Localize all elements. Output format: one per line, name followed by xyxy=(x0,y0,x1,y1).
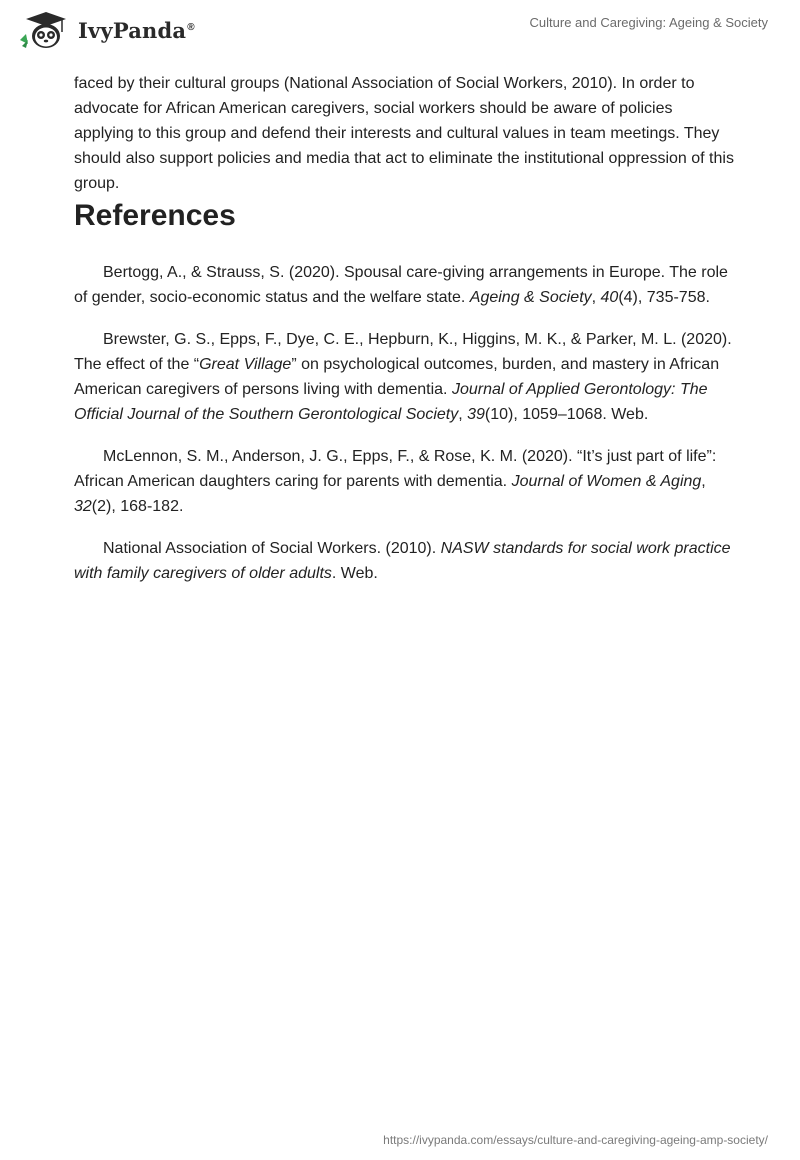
journal-title: Ageing & Society xyxy=(469,289,592,306)
intro-paragraph: faced by their cultural groups (National Association of Social Workers, 2010). In order to advocate for African American caregivers, social workers should be aware of policies applying to this group and defend their interests and cultural values in team meetings. They should also support policies and media that act to eliminate the institutional oppression of this group. xyxy=(74,75,734,192)
panda-graduation-cap-icon xyxy=(16,10,76,50)
work-title: Great Village xyxy=(199,356,292,373)
document-title: Culture and Caregiving: Ageing & Society xyxy=(529,15,768,30)
source-url[interactable]: https://ivypanda.com/essays/culture-and-caregiving-ageing-amp-society/ xyxy=(383,1133,768,1147)
reference-entry: Bertogg, A., & Strauss, S. (2020). Spousal care-giving arrangements in Europe. The role of gender, socio-economic status and the welfare state. Ageing & Society, 40(4), 735-758. xyxy=(74,264,728,306)
references-heading: References xyxy=(74,199,236,232)
brand-logo[interactable] xyxy=(16,10,195,50)
journal-title: NASW standards for social work practice with family caregivers of older adults xyxy=(74,540,731,582)
volume: 40 xyxy=(600,289,619,306)
volume: 32 xyxy=(74,498,92,515)
journal-title: Journal of Applied Gerontology: The Official Journal of the Southern Gerontological Society xyxy=(74,381,708,423)
volume: 39 xyxy=(467,406,485,423)
document-body xyxy=(74,71,734,603)
page-header xyxy=(0,0,800,60)
journal-title: Journal of Women & Aging xyxy=(511,473,702,490)
brand-name: IvyPanda® xyxy=(78,17,195,43)
reference-entry: McLennon, S. M., Anderson, J. G., Epps, F., & Rose, K. M. (2020). “It’s just part of life”: African American daughters caring for parents with dementia. Journal of Women & Aging, 32(2), 168-182. xyxy=(74,448,717,515)
reference-entry: Brewster, G. S., Epps, F., Dye, C. E., Hepburn, K., Higgins, M. K., & Parker, M. L. (2020). The effect of the “Great Village” on psychological outcomes, burden, and mastery in African American caregivers of persons living with dementia. Journal of Applied Gerontology: The Official Journal of the Southern Gerontological Society, 39(10), 1059–1068. Web. xyxy=(74,331,732,423)
reference-entry: National Association of Social Workers. (2010). NASW standards for social work practice with family caregivers of older adults. Web. xyxy=(74,540,731,582)
